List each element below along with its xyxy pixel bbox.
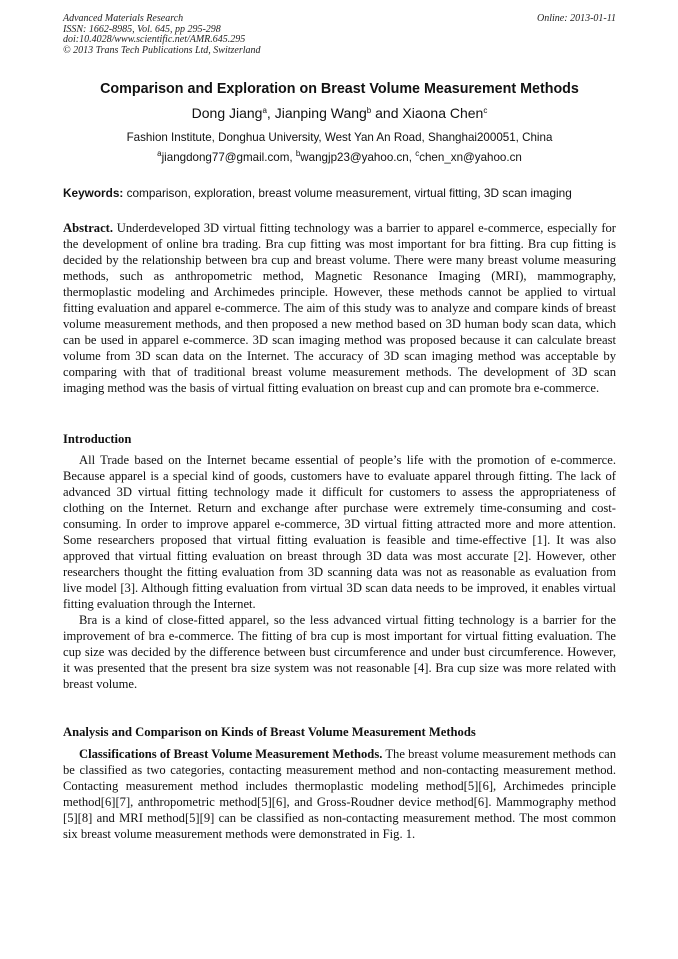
copyright-line: © 2013 Trans Tech Publications Ltd, Switzerland [63, 44, 261, 56]
author-separator: , [266, 105, 275, 121]
abstract [63, 220, 616, 396]
author-superscript: a [262, 106, 267, 115]
author-name: Jianping Wang [274, 105, 367, 121]
journal-name: Advanced Materials Research [63, 13, 184, 24]
doi-line: doi:10.4028/www.scientific.net/AMR.645.295 [63, 34, 246, 46]
section-heading-introduction: Introduction [63, 432, 132, 446]
keywords-label: Keywords: [63, 186, 124, 200]
issn-line: ISSN: 1662-8985, Vol. 645, pp 295-298 [63, 23, 221, 35]
abstract-text: Underdeveloped 3D virtual fitting technology was a barrier to apparel e-commerce, especially for the development of online bra trading. Bra cup fitting was most important for bra fitting. Bra cup fitting is decided by the relationship between bra cup and breast volume. There were many breast volume measuring methods, such as anthropometric method, Magnetic Resonance Imaging (MRI), mammography, thermoplastic modeling and Archimedes principle. However, these methods cannot be applied to virtual fitting evaluation and apparel e-commerce. The aim of this study was to analyze and compare kinds of breast volume measurement methods, and then proposed a new method based on 3D human body scan data, which can be used in apparel e-commerce. 3D scan imaging method was proposed because it can calculate breast volume from 3D scan data on the Internet. The accuracy of 3D scan imaging method was acceptable by comparing with that of traditional breast volume measurement methods. The development of 3D scan imaging method was the basis of virtual fitting evaluation on breast cup and can promote bra e-commerce. [63, 221, 616, 395]
paragraph: Bra is a kind of close-fitted apparel, so the less advanced virtual fitting technology is a barrier for the improvement of bra e-commerce. The fitting of bra cup is most important for virtual fitting evaluation. The cup size was decided by the difference between bust circumference and under bust circumference. However, it was presented that the present bra size system was not reasonable [4]. Bra cup size was more related with breast volume. [63, 613, 616, 691]
journal-header [63, 14, 616, 56]
section-heading-analysis: Analysis and Comparison on Kinds of Breast Volume Measurement Methods [63, 725, 476, 739]
author-name: Xiaona Chen [402, 105, 484, 121]
author-name: Dong Jiang [191, 105, 263, 121]
keywords-text: comparison, exploration, breast volume measurement, virtual fitting, 3D scan imaging [123, 186, 572, 200]
email-line [63, 151, 616, 164]
author-line [63, 105, 616, 121]
email-address: wangjp23@yahoo.cn, [300, 151, 416, 164]
author-superscript: b [366, 106, 372, 115]
email-address: chen_xn@yahoo.cn [419, 151, 522, 164]
author-separator: and [371, 105, 403, 121]
email-superscript: b [295, 149, 301, 158]
analysis-paragraph [63, 746, 616, 842]
subsection-lead: Classifications of Breast Volume Measurement Methods. [79, 747, 383, 761]
email-address: jiangdong77@gmail.com, [161, 151, 296, 164]
affiliation: Fashion Institute, Donghua University, West Yan An Road, Shanghai200051, China [126, 131, 553, 144]
analysis-text: The breast volume measurement methods can be classified as two categories, contacting measurement method and non-contacting measurement method. Contacting measurement method includes thermoplastic modeling method[5][6], Archimedes principle method[6][7], anthropometric method[5][6], and Gross-Roudner device method[6]. Mammography method [5][8] and MRI method[5][9] can be classified as non-contacting measurement method. The most common six breast volume measurement methods were demonstrated in Fig. 1. [63, 747, 616, 841]
keywords [63, 186, 616, 200]
paragraph: All Trade based on the Internet became essential of people’s life with the promotion of e-commerce. Because apparel is a special kind of goods, customers have to evaluate apparel through fitting. The lack of advanced 3D virtual fitting technology made it difficult for customers to assess the appropriateness of clothing on the Internet. Return and exchange after purchase were extremely time-consuming and cost-consuming. In order to improve apparel e-commerce, 3D virtual fitting attracted more and more attention. Some researchers proposed that virtual fitting evaluation is feasible and time-effective [1]. It was also approved that virtual fitting evaluation on breast through 3D data was most accurate [2]. However, other researchers thought the fitting evaluation from 3D scanning data was not as reasonable as evaluation from live model [3]. Although fitting evaluation from virtual 3D scan data needs to be improved, it enables virtual fitting evaluation through the Internet. [63, 453, 616, 611]
paper-title: Comparison and Exploration on Breast Volume Measurement Methods [100, 81, 579, 97]
introduction-body [63, 452, 616, 692]
abstract-label: Abstract. [63, 221, 114, 235]
author-superscript: c [483, 106, 488, 115]
email-superscript: c [415, 149, 420, 158]
online-date: Online: 2013-01-11 [537, 13, 616, 24]
email-superscript: a [157, 149, 162, 158]
